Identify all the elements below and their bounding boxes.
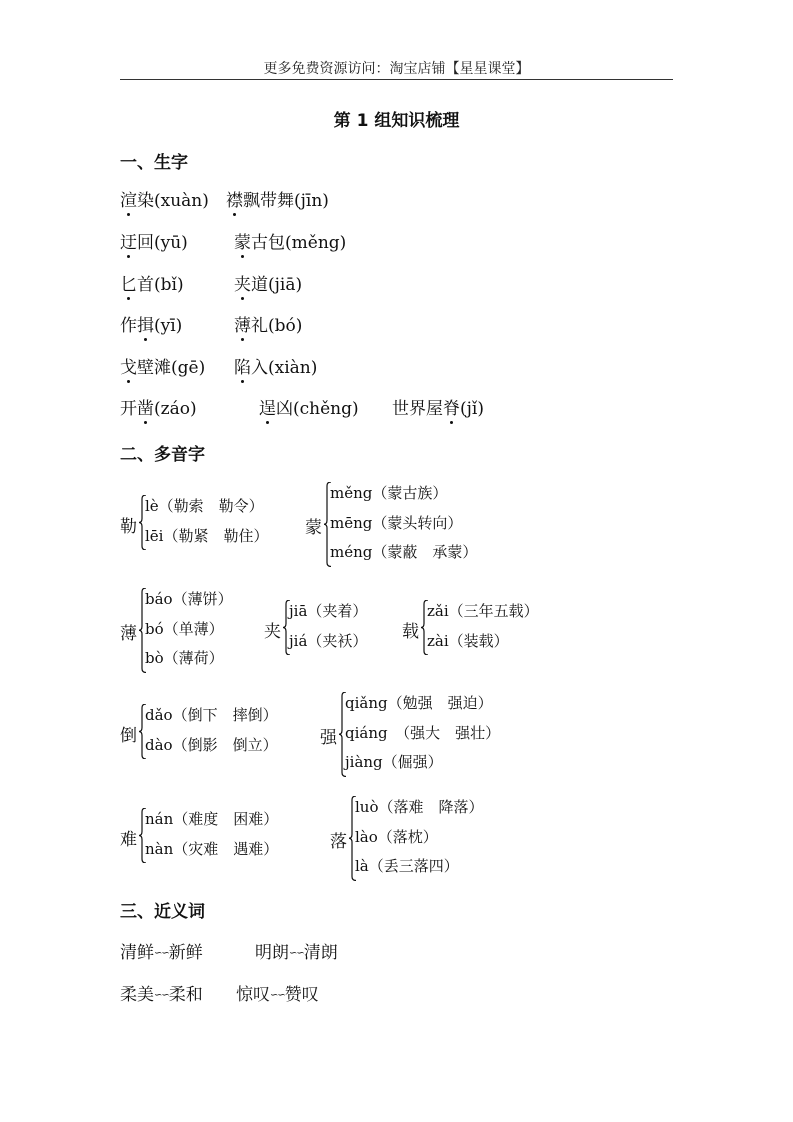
synonym-pair: 明朗∽∽清朗	[255, 943, 338, 963]
polyphone-character: 蒙	[305, 518, 322, 539]
polyphone-character: 倒	[120, 725, 137, 746]
polyphone-character: 勒	[120, 516, 137, 537]
polyphone-character: 薄	[120, 624, 137, 645]
section-heading-synonyms: 三、近义词	[120, 902, 205, 922]
dotted-character: 逞	[259, 394, 276, 419]
pronunciation-line: bó（单薄）	[145, 619, 224, 638]
dotted-character: 陷	[234, 353, 251, 378]
dotted-character: 匕	[120, 270, 137, 295]
polyphone-character: 夹	[264, 621, 281, 642]
pronunciation-line: lào（落枕）	[355, 827, 438, 846]
vocab-word: 世界屋脊(jǐ)	[392, 394, 484, 419]
page-header: 更多免费资源访问：淘宝店铺【星星课堂】	[263, 61, 530, 77]
vocab-word: 陷入(xiàn)	[234, 353, 317, 378]
vocab-word: 夹道(jiā)	[234, 270, 302, 295]
pronunciation-line: jiā（夹着）	[289, 602, 368, 620]
header-divider	[120, 79, 673, 80]
vocab-word: 开凿(záo)	[120, 394, 197, 419]
polyphone-character: 强	[320, 728, 337, 749]
polyphone-group	[305, 480, 565, 569]
pronunciation-line: là（丢三落四）	[355, 857, 459, 875]
tilde-connector: ∽∽	[154, 948, 169, 959]
synonym-pair: 清鲜∽∽新鲜	[120, 943, 203, 963]
pronunciation-line: qiáng （强大 强壮）	[345, 723, 501, 742]
dotted-character: 凿	[137, 394, 154, 419]
dotted-character: 蒙	[234, 228, 251, 253]
polyphone-group	[402, 598, 662, 657]
synonym-pair: 柔美∽∽柔和	[120, 985, 203, 1005]
pronunciation-line: luò（落难 降落）	[355, 798, 484, 816]
polyphone-group	[330, 794, 590, 883]
vocab-word: 迂回(yū)	[120, 228, 188, 253]
vocab-word: 襟飘带舞(jīn)	[226, 186, 329, 211]
dotted-character: 戈	[120, 353, 137, 378]
polyphone-group	[320, 690, 580, 779]
pronunciation-line: lè（勒索 勒令）	[145, 497, 264, 515]
polyphone-character: 载	[402, 621, 419, 642]
dotted-character: 薄	[234, 311, 251, 336]
pronunciation-line: méng（蒙蔽 承蒙）	[330, 543, 478, 561]
tilde-connector: ∽∽	[154, 990, 169, 1001]
page-title: 第 1 组知识梳理	[333, 111, 460, 131]
pronunciation-line: zài（装载）	[427, 631, 509, 650]
vocab-word: 蒙古包(měng)	[234, 228, 346, 253]
pronunciation-line: mēng（蒙头转向）	[330, 513, 463, 532]
tilde-connector: ∽∽	[289, 948, 304, 959]
pronunciation-line: měng（蒙古族）	[330, 484, 448, 502]
vocab-word: 作揖(yī)	[120, 311, 182, 336]
pronunciation-line: lēi（勒紧 勒住）	[145, 526, 269, 545]
dotted-character: 揖	[137, 311, 154, 336]
vocab-word: 薄礼(bó)	[234, 311, 302, 336]
polyphone-character: 落	[330, 832, 347, 853]
vocab-word: 逞凶(chěng)	[259, 394, 359, 419]
vocab-word: 渲染(xuàn)	[120, 186, 209, 211]
polyphone-character: 难	[120, 829, 137, 850]
pronunciation-line: jiá（夹袄）	[289, 631, 368, 650]
dotted-character: 渲	[120, 186, 137, 211]
pronunciation-line: dǎo（倒下 摔倒）	[145, 706, 278, 724]
dotted-character: 夹	[234, 270, 251, 295]
section-heading-new-characters: 一、生字	[120, 153, 188, 173]
pronunciation-line: dào（倒影 倒立）	[145, 735, 278, 754]
vocab-word: 匕首(bǐ)	[120, 270, 184, 295]
dotted-character: 襟	[226, 186, 243, 211]
pronunciation-line: qiǎng（勉强 强迫）	[345, 694, 493, 712]
dotted-character: 脊	[443, 394, 460, 419]
tilde-connector: ∽∽	[270, 990, 285, 1001]
pronunciation-line: bò（薄荷）	[145, 649, 224, 667]
pronunciation-line: jiàng（倔强）	[345, 753, 443, 771]
pronunciation-line: zǎi（三年五载）	[427, 602, 539, 620]
pronunciation-line: nán（难度 困难）	[145, 810, 279, 828]
dotted-character: 迂	[120, 228, 137, 253]
pronunciation-line: nàn（灾难 遇难）	[145, 839, 279, 858]
synonym-pair: 惊叹∽∽赞叹	[236, 985, 319, 1005]
vocab-word: 戈壁滩(gē)	[120, 353, 205, 378]
pronunciation-line: báo（薄饼）	[145, 590, 233, 608]
section-heading-polyphones: 二、多音字	[120, 445, 205, 465]
